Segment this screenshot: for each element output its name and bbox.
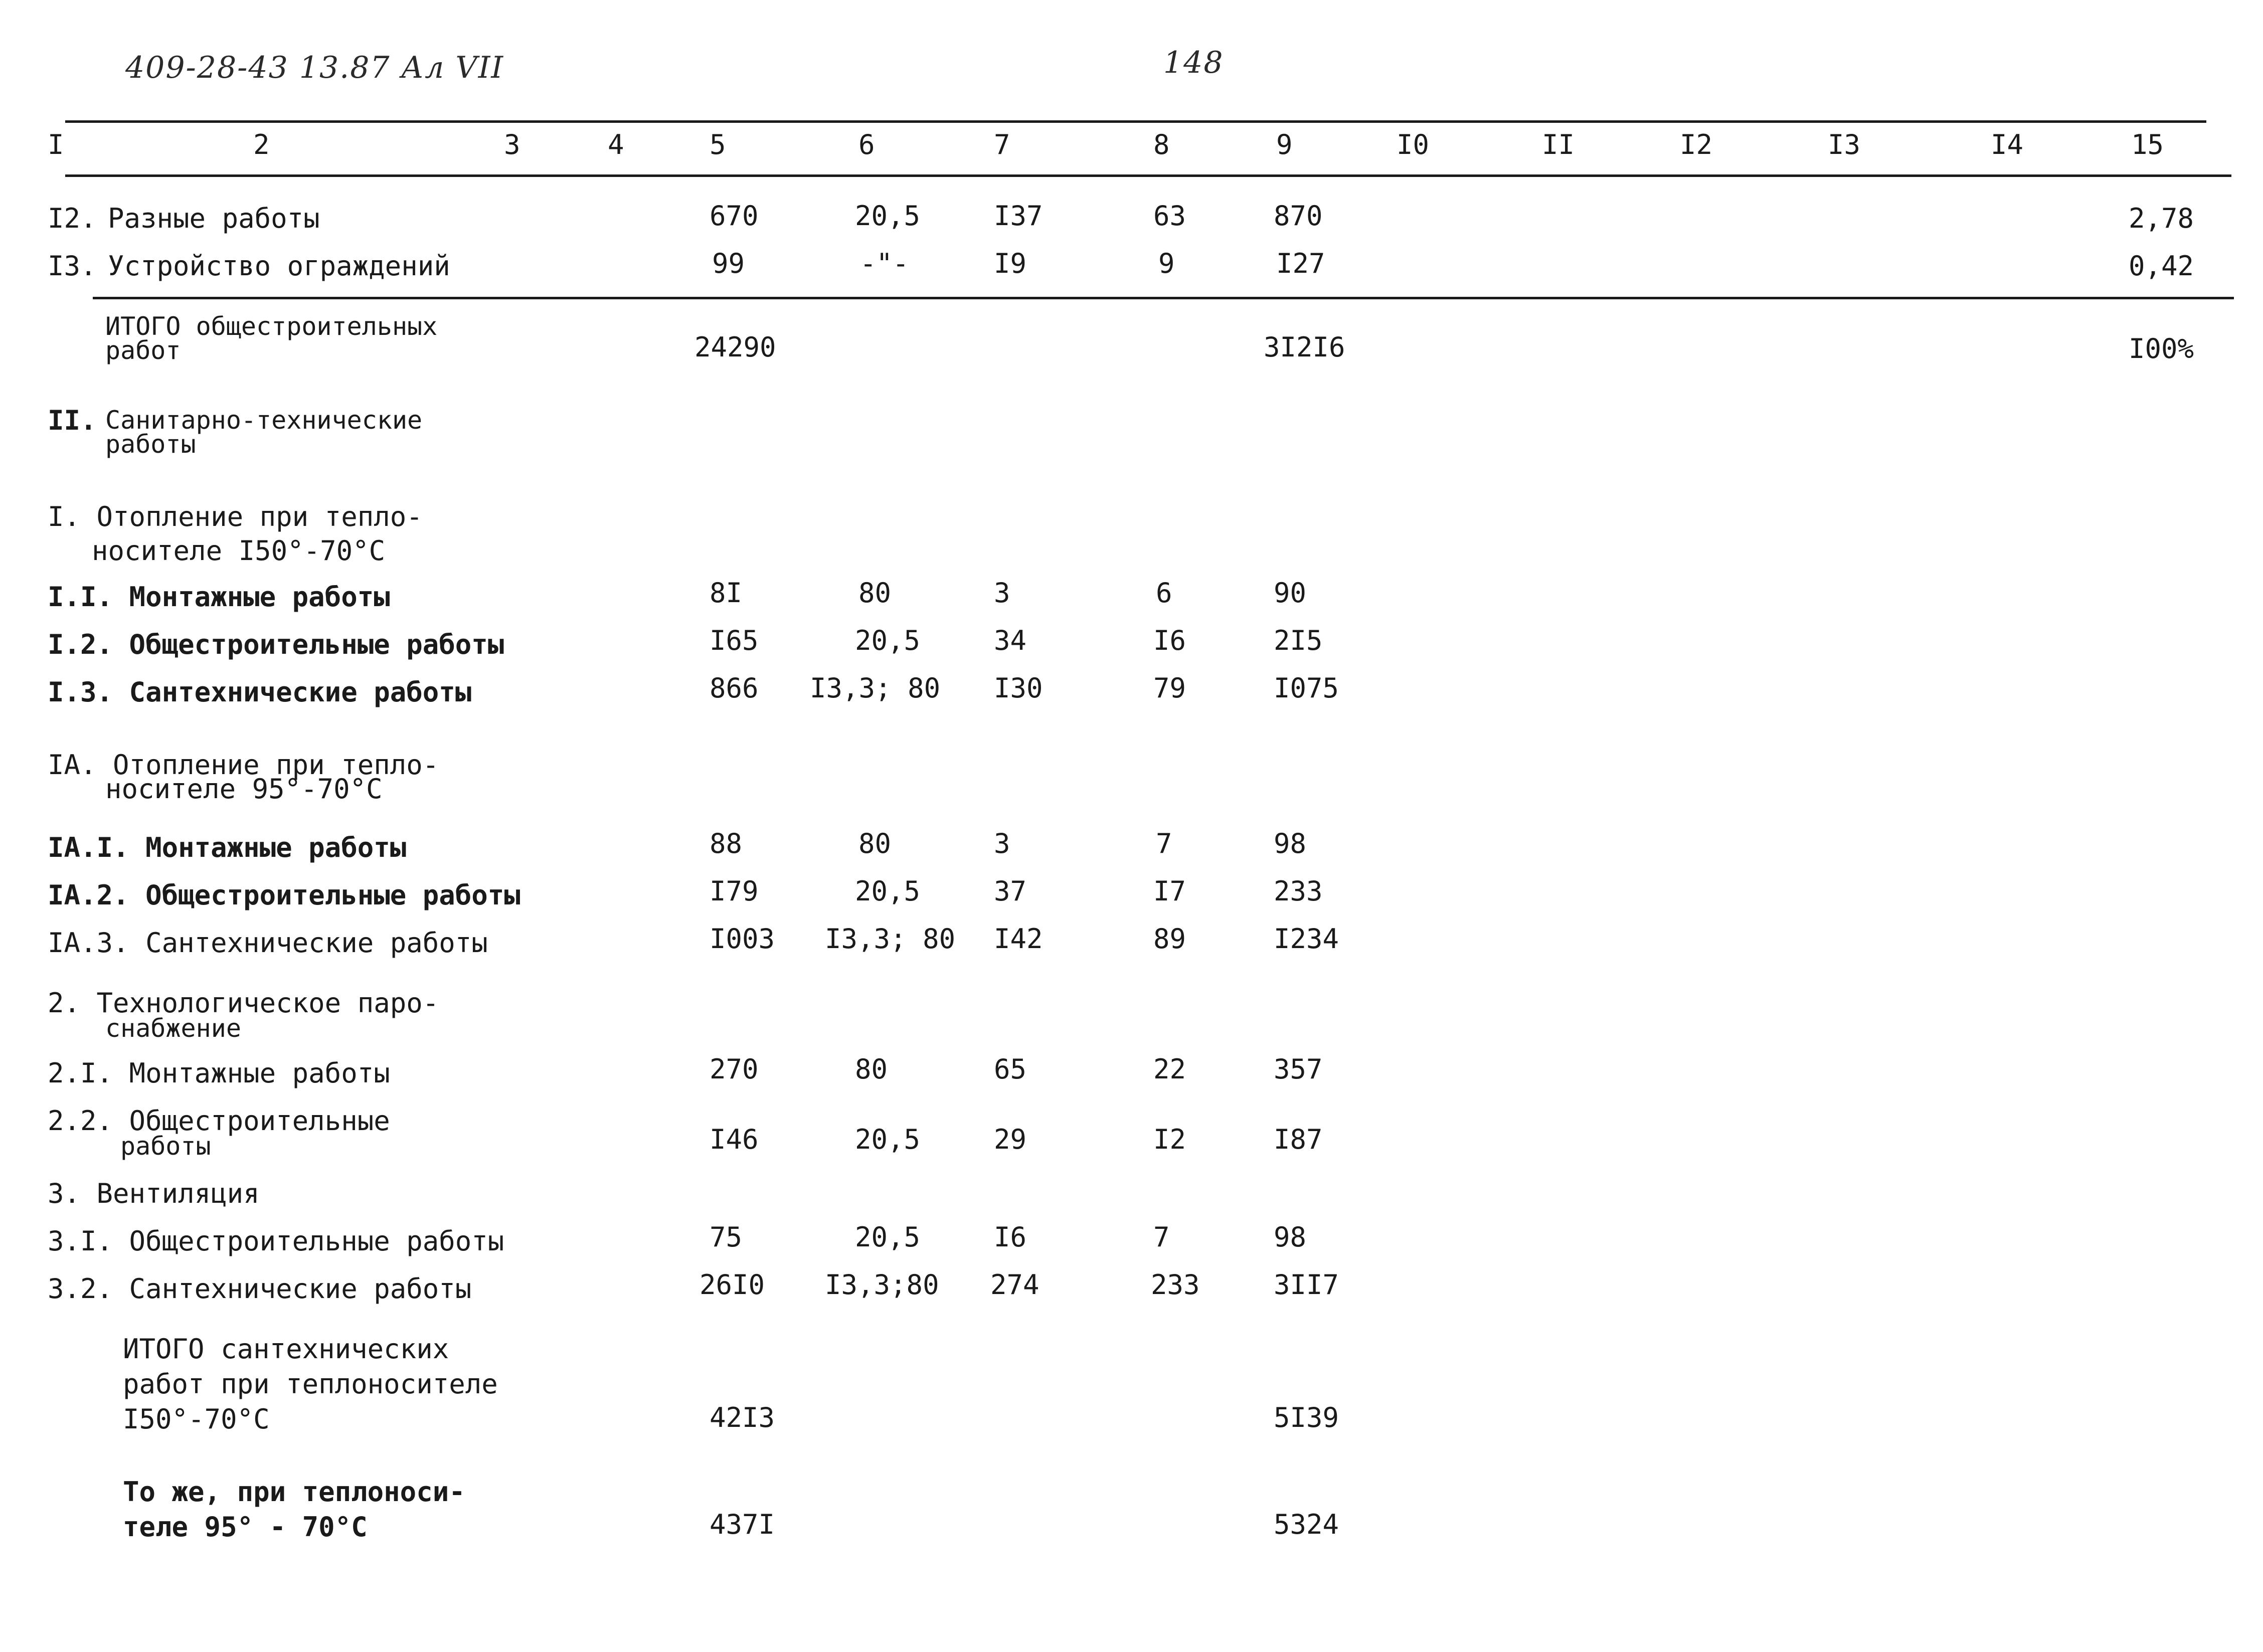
col8-value: 7 xyxy=(1153,1221,1170,1253)
top-rule xyxy=(65,120,2206,123)
col7-value: 3 xyxy=(994,828,1010,859)
col-header-15: 15 xyxy=(2131,129,2164,160)
col5-value: 437I xyxy=(710,1509,775,1540)
doc-code: 409-28-43 13.87 Ал VII xyxy=(125,50,504,85)
col6-value: 20,5 xyxy=(855,875,921,907)
col7-value: I42 xyxy=(994,923,1043,955)
section-title-line1: Санитарно-технические xyxy=(105,406,423,435)
col7-value: I9 xyxy=(994,248,1027,279)
row-label: I.2. Общестроительные работы xyxy=(48,629,504,660)
col6-value: I3,3;80 xyxy=(825,1269,939,1301)
total-label-line2: работ при теплоносителе xyxy=(123,1368,498,1400)
row-label: I.3. Сантехнические работы xyxy=(48,676,472,708)
col6-value: 20,5 xyxy=(855,625,921,656)
col5-value: 270 xyxy=(710,1053,759,1085)
col5-value: 42I3 xyxy=(710,1402,775,1433)
col9-value: 3I2I6 xyxy=(1264,331,1345,363)
col6-value: 80 xyxy=(858,577,892,609)
col5-value: 26I0 xyxy=(700,1269,765,1301)
subsection-line2: снабжение xyxy=(105,1014,241,1043)
col6-value: 20,5 xyxy=(855,1124,921,1155)
col9-value: 5324 xyxy=(1274,1509,1339,1540)
col-header-3: 3 xyxy=(504,129,520,160)
col5-value: 24290 xyxy=(694,331,776,363)
col6-value: 20,5 xyxy=(855,1221,921,1253)
col9-value: I27 xyxy=(1276,248,1325,279)
col-header-1: I xyxy=(48,129,64,160)
col5-value: 670 xyxy=(710,200,759,232)
subsection-heading: 3. Вентиляция xyxy=(48,1178,260,1209)
col6-value: I3,3; 80 xyxy=(825,923,956,955)
col5-value: 866 xyxy=(710,672,759,704)
total-label-line1: ИТОГО общестроительных xyxy=(105,312,438,341)
col-header-9: 9 xyxy=(1276,129,1293,160)
row-label: 3.2. Сантехнические работы xyxy=(48,1273,472,1305)
col9-value: 98 xyxy=(1274,1221,1307,1253)
col9-value: I234 xyxy=(1274,923,1339,955)
col-header-6: 6 xyxy=(858,129,875,160)
row-label: IA.2. Общестроительные работы xyxy=(48,879,520,911)
row-number: I2. xyxy=(48,203,97,234)
row-label: I.I. Монтажные работы xyxy=(48,581,390,613)
col-header-4: 4 xyxy=(608,129,624,160)
col7-value: 29 xyxy=(994,1124,1027,1155)
row-label: Разные работы xyxy=(108,203,320,234)
col6-value: 20,5 xyxy=(855,200,921,232)
col5-value: I46 xyxy=(710,1124,759,1155)
col8-value: 6 xyxy=(1156,577,1172,609)
col-header-2: 2 xyxy=(253,129,270,160)
col15-value: 2,78 xyxy=(2129,203,2194,234)
row-label-line1: 2.2. Общестроительные xyxy=(48,1105,390,1137)
col9-value: 357 xyxy=(1274,1053,1323,1085)
col7-value: 3 xyxy=(994,577,1010,609)
col8-value: 22 xyxy=(1153,1053,1186,1085)
col5-value: 75 xyxy=(710,1221,743,1253)
total-label-line1: То же, при теплоноси- xyxy=(123,1476,465,1508)
col5-value: 88 xyxy=(710,828,743,859)
subtotal-rule xyxy=(93,297,2234,299)
col6-value: -"- xyxy=(860,248,909,279)
col9-value: 870 xyxy=(1274,200,1323,232)
col9-value: 98 xyxy=(1274,828,1307,859)
col5-value: I79 xyxy=(710,875,759,907)
col9-value: 2I5 xyxy=(1274,625,1323,656)
col8-value: 7 xyxy=(1156,828,1172,859)
col8-value: 79 xyxy=(1153,672,1186,704)
row-label: IA.3. Сантехнические работы xyxy=(48,927,488,959)
col-header-5: 5 xyxy=(710,129,726,160)
col5-value: 99 xyxy=(712,248,745,279)
col8-value: I6 xyxy=(1153,625,1186,656)
total-label-line2: теле 95° - 70°C xyxy=(123,1511,368,1543)
col-header-11: II xyxy=(1542,129,1575,160)
col5-value: 8I xyxy=(710,577,743,609)
section-title-line2: работы xyxy=(105,430,196,459)
col9-value: 3II7 xyxy=(1274,1269,1339,1301)
col8-value: 233 xyxy=(1151,1269,1200,1301)
col-header-8: 8 xyxy=(1153,129,1170,160)
row-label: Устройство ограждений xyxy=(108,250,450,282)
subsection-line1: I. Отопление при тепло- xyxy=(48,501,423,532)
col7-value: I37 xyxy=(994,200,1043,232)
col-header-12: I2 xyxy=(1680,129,1713,160)
col7-value: I30 xyxy=(994,672,1043,704)
col7-value: I6 xyxy=(994,1221,1027,1253)
row-label: 3.I. Общестроительные работы xyxy=(48,1225,504,1257)
col8-value: 89 xyxy=(1153,923,1186,955)
col6-value: I3,3; 80 xyxy=(810,672,941,704)
total-label-line3: I50°-70°C xyxy=(123,1403,270,1435)
section-number: II. xyxy=(48,405,97,436)
col8-value: 63 xyxy=(1153,200,1186,232)
total-label-line1: ИТОГО сантехнических xyxy=(123,1333,449,1365)
row-number: I3. xyxy=(48,250,97,282)
row-label-line2: работы xyxy=(120,1132,211,1161)
col7-value: 34 xyxy=(994,625,1027,656)
col6-value: 80 xyxy=(855,1053,888,1085)
col9-value: 90 xyxy=(1274,577,1307,609)
col7-value: 37 xyxy=(994,875,1027,907)
col9-value: 5I39 xyxy=(1274,1402,1339,1433)
col9-value: 233 xyxy=(1274,875,1323,907)
col7-value: 65 xyxy=(994,1053,1027,1085)
row-label: 2.I. Монтажные работы xyxy=(48,1057,390,1089)
subsection-line2: носителе 95°-70°C xyxy=(105,773,383,805)
col9-value: I075 xyxy=(1274,672,1339,704)
col9-value: I87 xyxy=(1274,1124,1323,1155)
col-header-7: 7 xyxy=(994,129,1010,160)
col-header-13: I3 xyxy=(1828,129,1861,160)
row-label: IA.I. Монтажные работы xyxy=(48,832,407,863)
col8-value: I7 xyxy=(1153,875,1186,907)
subsection-line1: IA. Отопление при тепло- xyxy=(48,749,439,781)
col7-value: 274 xyxy=(990,1269,1039,1301)
total-label-line2: работ xyxy=(105,336,181,365)
col15-value: I00% xyxy=(2129,333,2194,364)
subsection-line1: 2. Технологическое паро- xyxy=(48,987,439,1019)
col5-value: I65 xyxy=(710,625,759,656)
col15-value: 0,42 xyxy=(2129,250,2194,282)
col-header-10: I0 xyxy=(1397,129,1430,160)
header-bottom-rule xyxy=(65,174,2231,177)
col6-value: 80 xyxy=(858,828,892,859)
col8-value: 9 xyxy=(1158,248,1175,279)
col8-value: I2 xyxy=(1153,1124,1186,1155)
subsection-line2: носителе I50°-70°C xyxy=(92,535,386,567)
col5-value: I003 xyxy=(710,923,775,955)
page-number: 148 xyxy=(1163,45,1224,80)
col-header-14: I4 xyxy=(1991,129,2024,160)
